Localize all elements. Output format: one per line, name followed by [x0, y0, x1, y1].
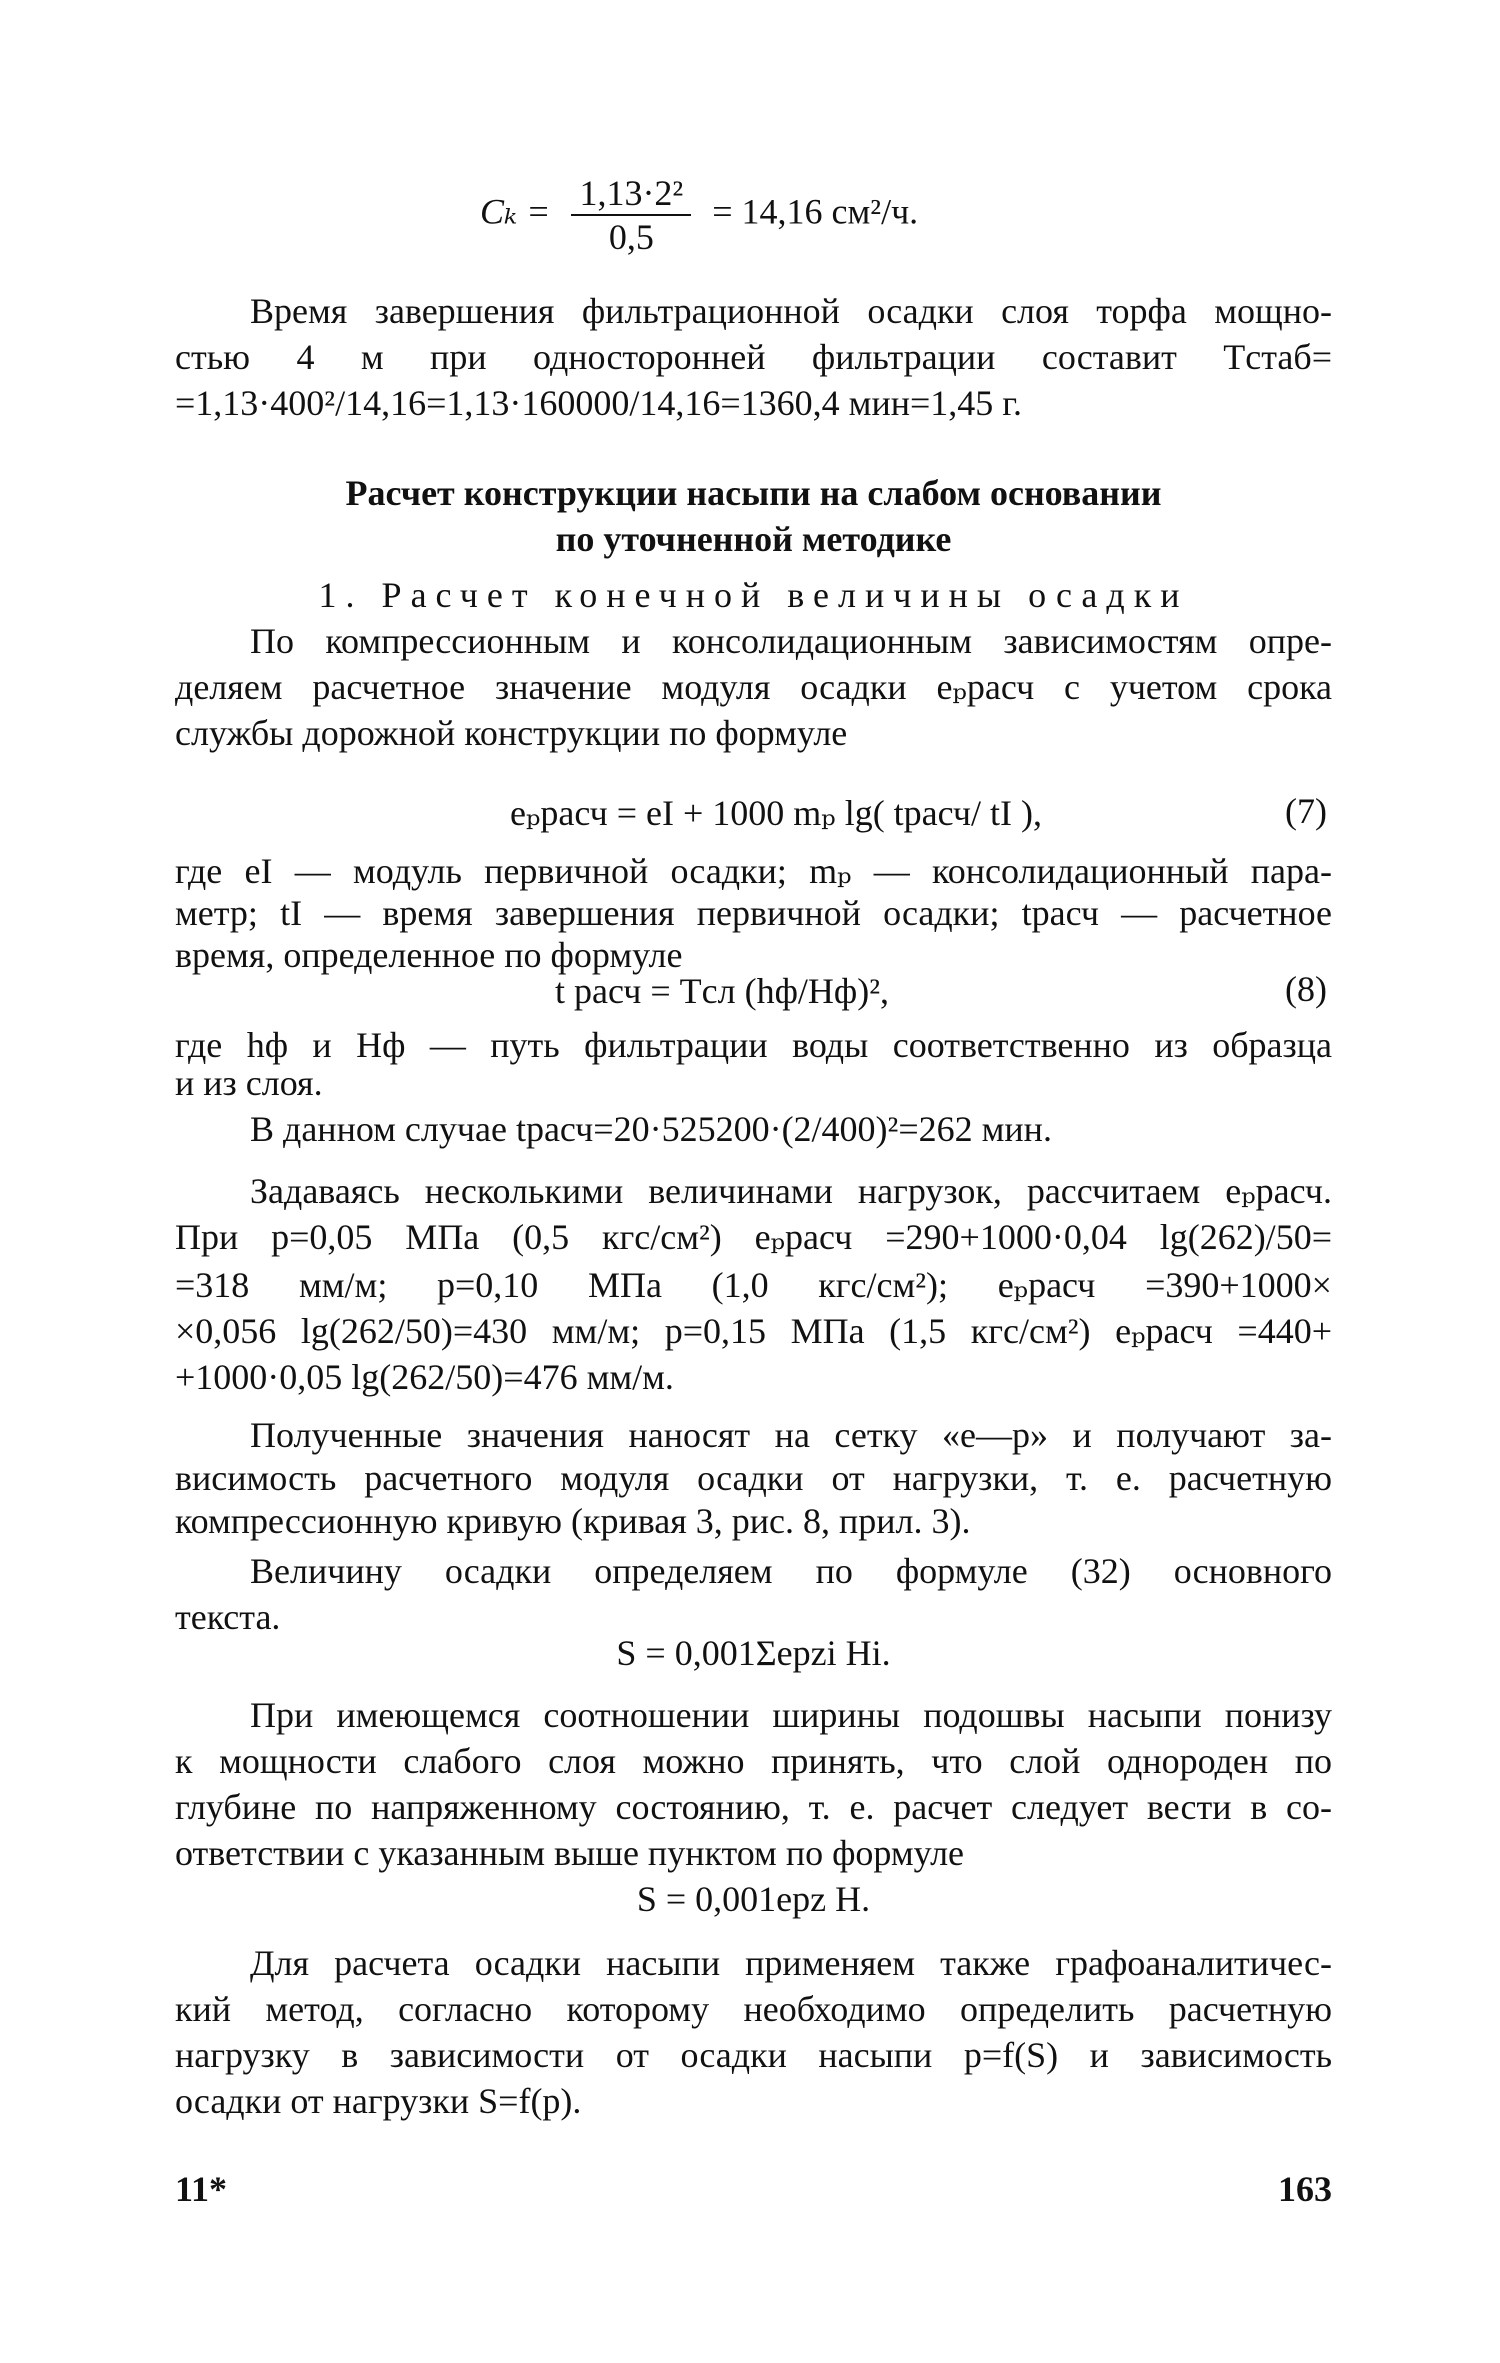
- para-9-line-4: ответствии с указанным выше пунктом по формуле: [175, 1833, 965, 1873]
- para-8-line-2: текста.: [175, 1597, 281, 1637]
- section-heading-line-1: Расчет конструкции насыпи на слабом основании: [345, 473, 1162, 513]
- equation-8-number: (8): [1285, 969, 1327, 1009]
- para-3-line-2: метр; tI — время завершения первичной осадки; tрасч — расчетное: [175, 893, 1332, 933]
- para-9-line-3: глубине по напряженному состоянию, т. е. расчет следует вести в со-: [175, 1787, 1332, 1827]
- para-10-line-1: Для расчета осадки насыпи применяем также графоаналитичес-: [250, 1943, 1332, 1983]
- section-heading-line-2: по уточненной методике: [555, 519, 952, 559]
- para-1-line-3: =1,13·400²/14,16=1,13·160000/14,16=1360,4 мин=1,45 г.: [175, 383, 1023, 423]
- eq-ck-lhs: Cₖ =: [480, 191, 551, 232]
- para-6-line-4: ×0,056 lg(262/50)=430 мм/м; p=0,15 МПа (1,5 кгс/см²) eₚрасч =440+: [175, 1311, 1332, 1351]
- para-10-line-2: кий метод, согласно которому необходимо определить расчетную: [175, 1989, 1332, 2029]
- para-2-line-3: службы дорожной конструкции по формуле: [175, 713, 848, 753]
- equation-8: t расч = Tсл (hф/Hф)²,: [555, 971, 890, 1011]
- equation-s-simple: S = 0,001epz H.: [636, 1879, 871, 1919]
- para-10-line-3: нагрузку в зависимости от осадки насыпи p=f(S) и зависимость: [175, 2035, 1332, 2075]
- para-3-line-1: где eI — модуль первичной осадки; mₚ — консолидационный пара-: [175, 851, 1332, 891]
- equation-7: eₚрасч = eI + 1000 mₚ lg( tрасч/ tI ),: [510, 793, 1043, 833]
- para-9-line-2: к мощности слабого слоя можно принять, что слой однороден по: [175, 1741, 1332, 1781]
- para-7-line-1: Полученные значения наносят на сетку «e—p» и получают за-: [250, 1415, 1332, 1455]
- equation-ck: [480, 172, 1080, 258]
- para-1-line-2: стью 4 м при односторонней фильтрации составит Tстаб=: [175, 337, 1332, 377]
- para-4-line-2: и из слоя.: [175, 1063, 323, 1103]
- para-9-line-1: При имеющемся соотношении ширины подошвы насыпи понизу: [250, 1695, 1332, 1735]
- para-6-line-2: При p=0,05 МПа (0,5 кгс/см²) eₚрасч =290+1000·0,04 lg(262)/50=: [175, 1217, 1332, 1257]
- para-2-line-1: По компрессионным и консолидационным зависимостям опре-: [250, 621, 1332, 661]
- para-6-line-5: +1000·0,05 lg(262/50)=476 мм/м.: [175, 1357, 674, 1397]
- page-number: 163: [1278, 2169, 1332, 2209]
- eq-ck-denominator: 0,5: [608, 217, 654, 257]
- equation-7-number: (7): [1285, 791, 1327, 831]
- para-2-line-2: деляем расчетное значение модуля осадки eₚрасч с учетом срока: [175, 667, 1332, 707]
- eq-ck-numerator: 1,13·2²: [571, 172, 691, 216]
- para-8-line-1: Величину осадки определяем по формуле (32) основного: [250, 1551, 1332, 1591]
- para-5: В данном случае tрасч=20·525200·(2/400)²=262 мин.: [250, 1109, 1052, 1149]
- para-7-line-3: компрессионную кривую (кривая 3, рис. 8, прил. 3).: [175, 1501, 971, 1541]
- equation-s-sum: S = 0,001Σepzi Hi.: [616, 1633, 891, 1673]
- para-3-line-3: время, определенное по формуле: [175, 935, 683, 975]
- para-6-line-3: =318 мм/м; p=0,10 МПа (1,0 кгс/см²); eₚрасч =390+1000×: [175, 1265, 1332, 1305]
- para-1-line-1: Время завершения фильтрационной осадки слоя торфа мощно-: [250, 291, 1332, 331]
- para-7-line-2: висимость расчетного модуля осадки от нагрузки, т. е. расчетную: [175, 1458, 1332, 1498]
- eq-ck-rhs: = 14,16 см²/ч.: [712, 191, 919, 232]
- subsection-heading: 1. Расчет конечной величины осадки: [318, 575, 1189, 615]
- para-6-line-1: Задаваясь несколькими величинами нагрузок, рассчитаем eₚрасч.: [250, 1171, 1332, 1211]
- para-10-line-4: осадки от нагрузки S=f(p).: [175, 2081, 582, 2121]
- footer-signature: 11*: [175, 2169, 228, 2209]
- eq-ck-fraction: [571, 172, 691, 258]
- para-4-line-1: где hф и Hф — путь фильтрации воды соответственно из образца: [175, 1025, 1332, 1065]
